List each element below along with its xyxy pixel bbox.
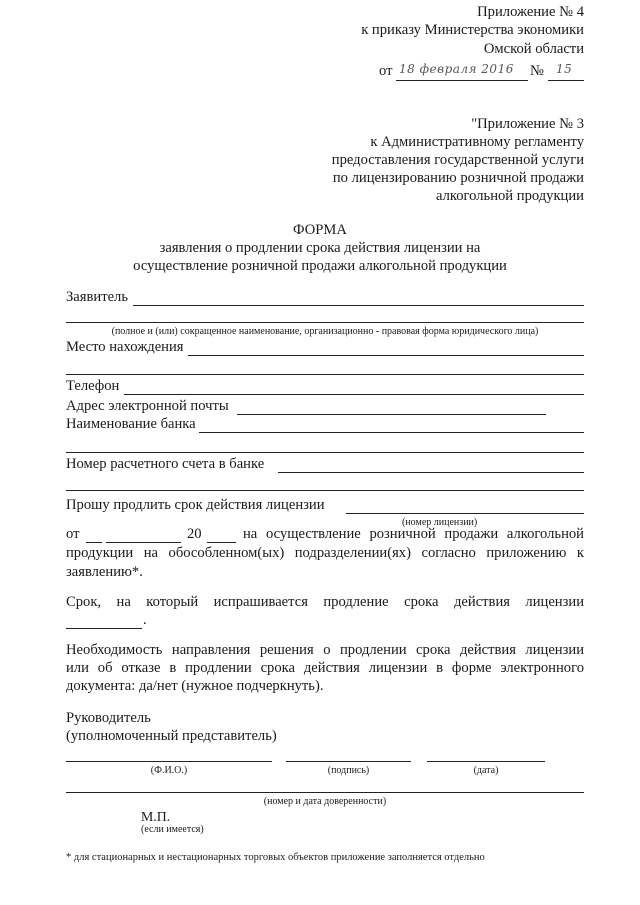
- proxy-field[interactable]: [66, 792, 584, 793]
- electronic-doc-text-line1: Необходимость направления решения о продлении срока действия лицензии: [66, 642, 584, 658]
- fio-field[interactable]: [66, 761, 272, 762]
- bank-field-line2[interactable]: [66, 452, 584, 453]
- form-subtitle-line2: осуществление розничной продажи алкогольной продукции: [133, 258, 507, 274]
- term-field[interactable]: [66, 628, 142, 629]
- applicant-field[interactable]: [133, 305, 584, 306]
- application-reference-text: заявлению*.: [66, 564, 143, 580]
- phone-label: Телефон: [66, 378, 120, 394]
- license-number-field[interactable]: [346, 513, 584, 514]
- appendix-4-region: Омской области: [483, 41, 584, 57]
- email-label: Адрес электронной почты: [66, 398, 229, 414]
- representative-label: (уполномоченный представитель): [66, 728, 277, 744]
- order-date-handwritten: 18 февраля 2016: [399, 62, 514, 76]
- account-field[interactable]: [278, 472, 584, 473]
- order-number-underline: [548, 80, 584, 81]
- location-field[interactable]: [188, 355, 584, 356]
- fio-hint: (Ф.И.О.): [150, 765, 188, 776]
- electronic-doc-text-line3[interactable]: документа: да/нет (нужное подчеркнуть).: [66, 678, 324, 694]
- bank-field[interactable]: [199, 432, 584, 433]
- form-title: ФОРМА: [293, 222, 347, 238]
- date-hint: (дата): [473, 765, 499, 776]
- proxy-hint: (номер и дата доверенности): [263, 796, 387, 807]
- term-field-period: .: [143, 612, 147, 628]
- form-subtitle-line1: заявления о продлении срока действия лицензии на: [159, 240, 481, 256]
- order-number-label: №: [530, 63, 544, 79]
- location-label: Место нахождения: [66, 339, 184, 355]
- issue-year-field[interactable]: [207, 542, 236, 543]
- issue-date-from-label: от: [66, 526, 80, 542]
- term-text: Срок, на который испрашивается продление срока действия лицензии: [66, 594, 584, 610]
- appendix-4-order: к приказу Министерства экономики: [361, 22, 584, 38]
- applicant-label: Заявитель: [66, 289, 128, 305]
- issue-year-prefix: 20: [187, 526, 202, 542]
- issue-month-field[interactable]: [106, 542, 181, 543]
- electronic-doc-text-line2: или об отказе в продлении срока действия лицензии в форме электронного: [66, 660, 584, 676]
- account-label: Номер расчетного счета в банке: [66, 456, 265, 472]
- signature-field[interactable]: [286, 761, 411, 762]
- license-number-hint: (номер лицензии): [402, 517, 478, 528]
- appendix-3-title: "Приложение № 3: [471, 116, 584, 132]
- applicant-hint: (полное и (или) сокращенное наименование, организационно - правовая форма юридического лица): [111, 326, 539, 337]
- bank-label: Наименование банка: [66, 416, 196, 432]
- footnote: * для стационарных и нестационарных торговых объектов приложение заполняется отдельно: [66, 852, 485, 863]
- date-field[interactable]: [427, 761, 545, 762]
- order-number-handwritten: 15: [556, 62, 573, 76]
- appendix-3-line4: по лицензированию розничной продажи: [332, 170, 584, 186]
- appendix-3-line3: предоставления государственной услуги: [331, 152, 584, 168]
- appendix-3-line2: к Административному регламенту: [370, 134, 584, 150]
- appendix-3-line5: алкогольной продукции: [436, 188, 584, 204]
- extend-request-label: Прошу продлить срок действия лицензии: [66, 497, 325, 513]
- order-date-underline: [396, 80, 528, 81]
- appendix-4-title: Приложение № 4: [477, 4, 584, 20]
- applicant-field-line2[interactable]: [66, 322, 584, 323]
- location-field-line2[interactable]: [66, 374, 584, 375]
- phone-field[interactable]: [124, 394, 584, 395]
- subdivisions-text: продукции на обособленном(ых) подразделении(ях) согласно приложению к: [66, 545, 584, 561]
- account-field-line2[interactable]: [66, 490, 584, 491]
- order-date-label: от: [379, 63, 393, 79]
- stamp-if-any-hint: (если имеется): [141, 824, 204, 835]
- email-field[interactable]: [237, 414, 546, 415]
- stamp-label: М.П.: [141, 809, 171, 824]
- retail-sale-text: на осуществление розничной продажи алкогольной: [243, 526, 584, 542]
- signature-hint: (подпись): [327, 765, 370, 776]
- head-label: Руководитель: [66, 710, 151, 726]
- issue-day-field[interactable]: [86, 542, 102, 543]
